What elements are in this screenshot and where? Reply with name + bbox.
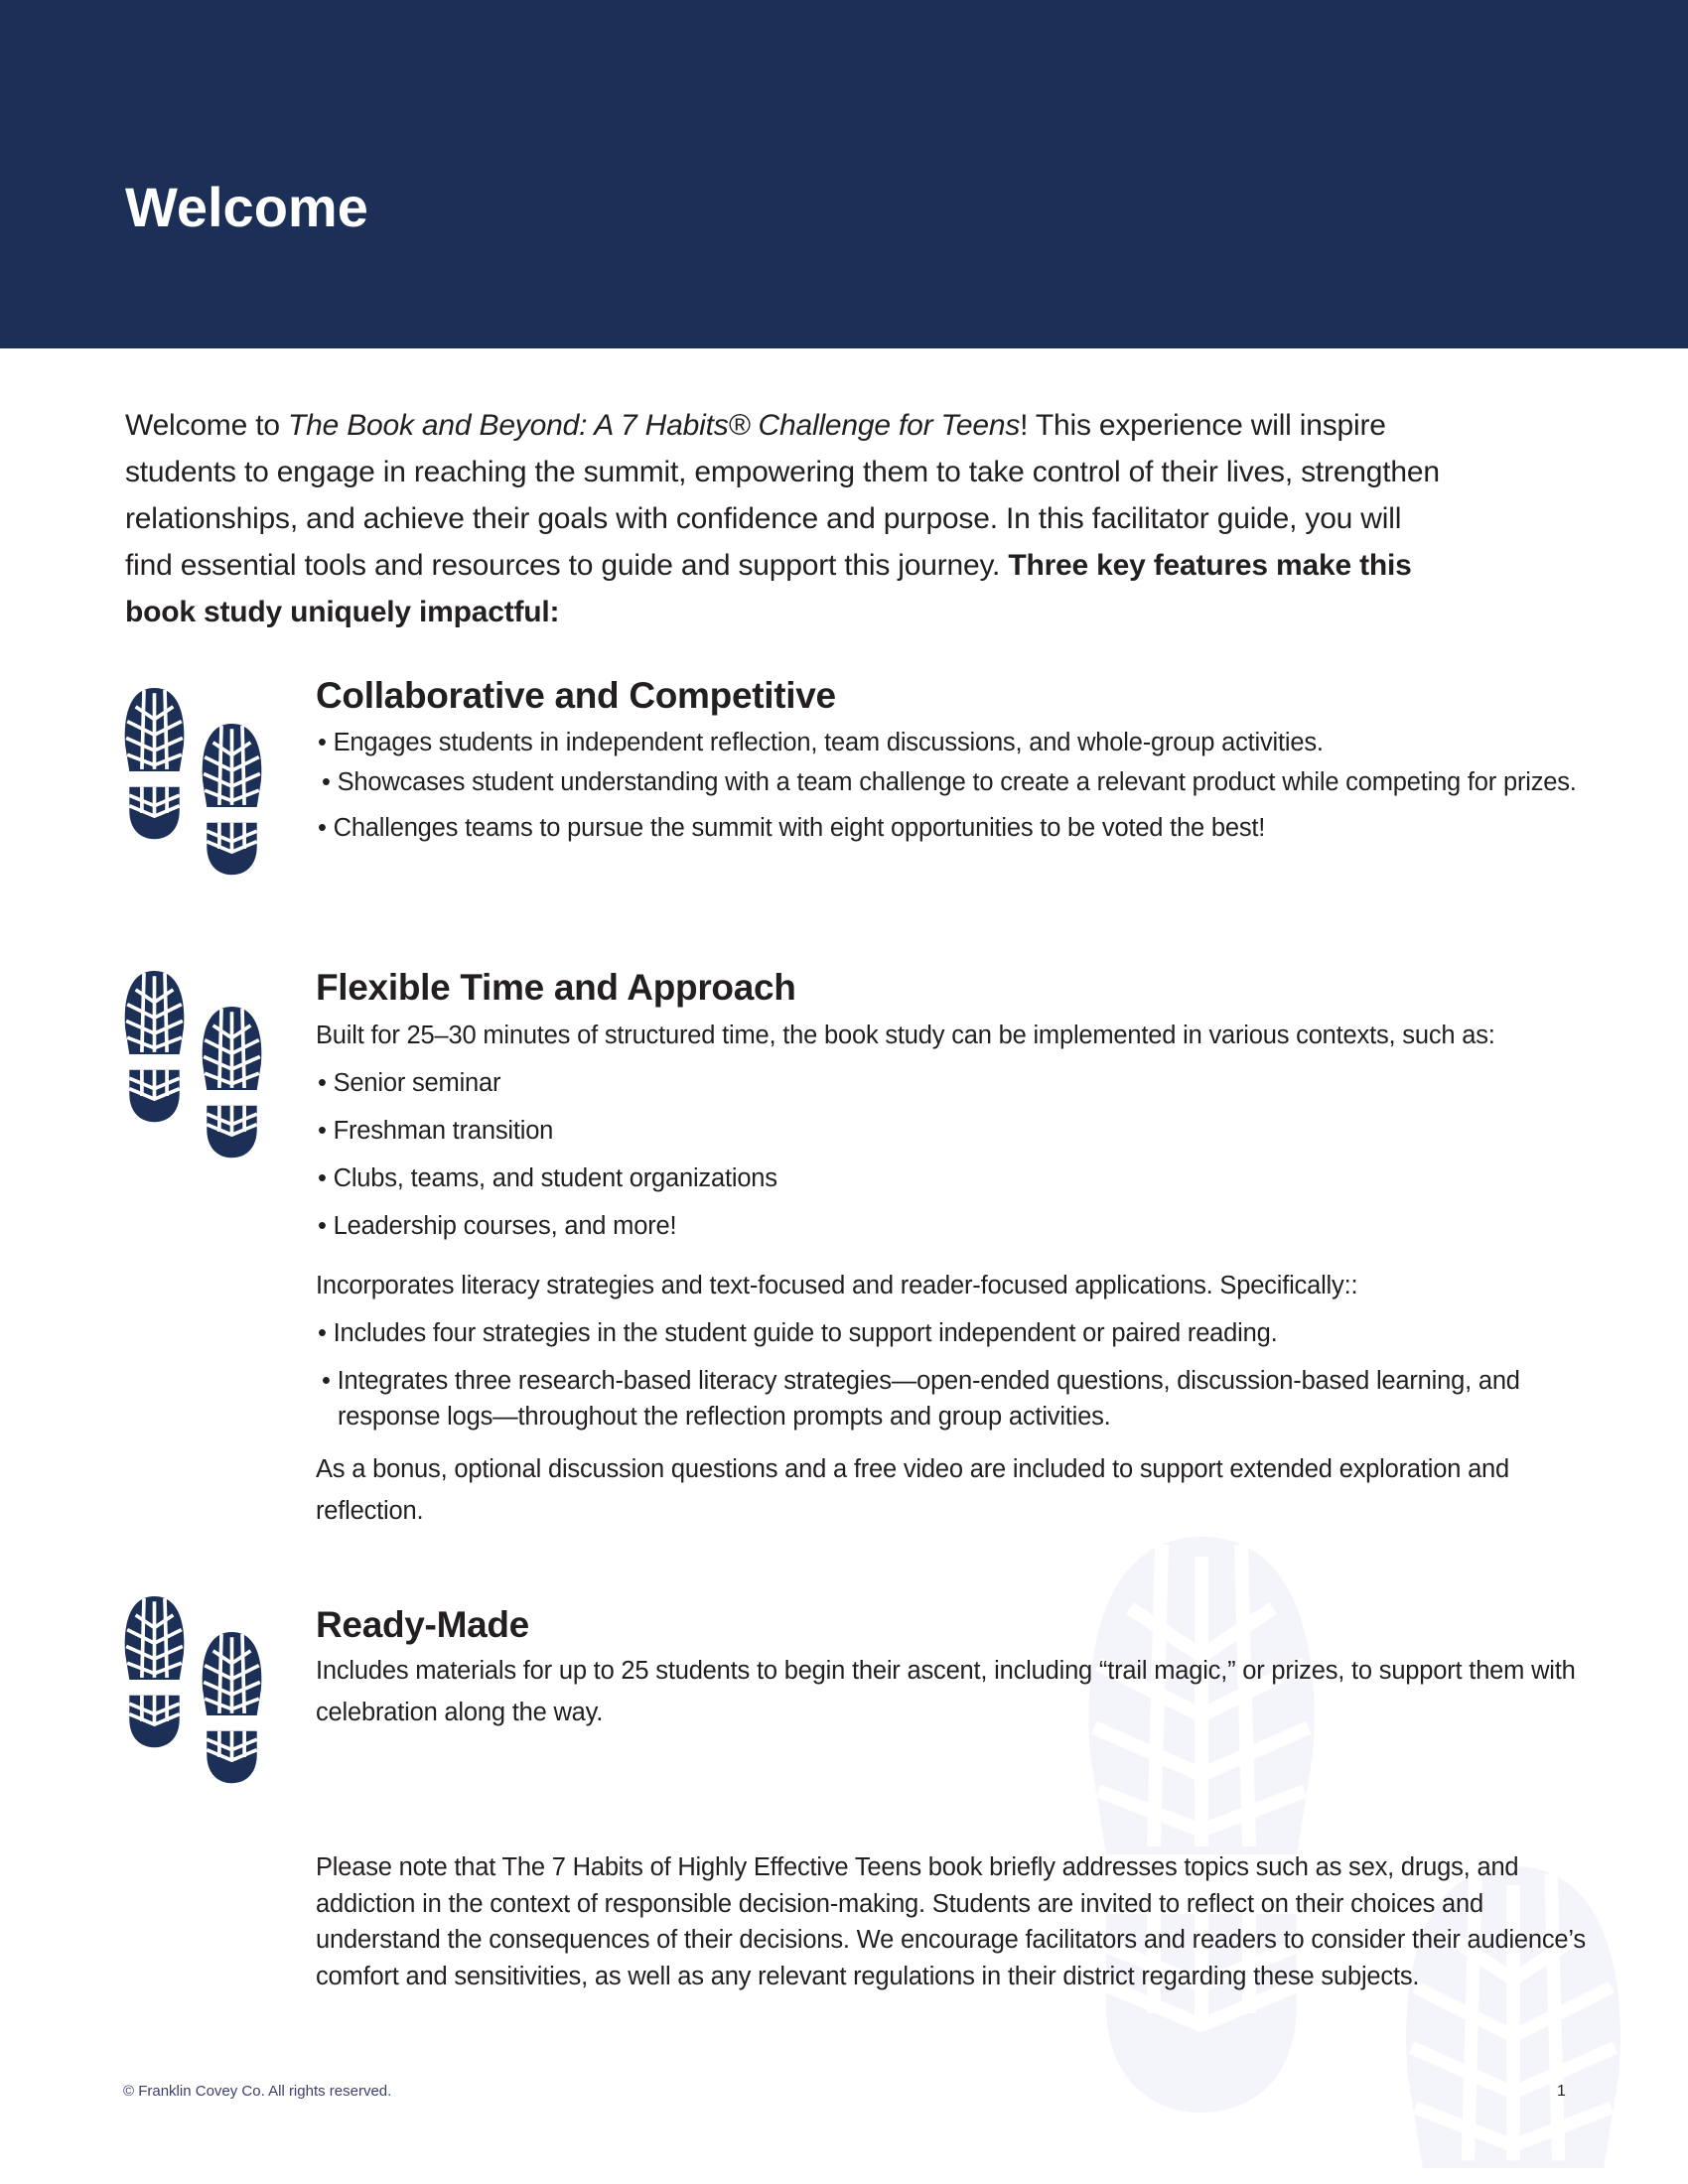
header-banner [0,0,1688,348]
bullet: • Senior seminar [318,1069,501,1097]
section-text: Incorporates literacy strategies and text-focused and reader-focused applications. Specifically:: [316,1272,1358,1299]
section-text: Built for 25–30 minutes of structured time, the book study can be implemented in various contexts, such as: [316,1022,1495,1049]
footprints-icon [121,1596,270,1785]
bullet: • Showcases student understanding with a team challenge to create a relevant product while competing for prizes. [322,768,1577,796]
page-number: 1 [1557,2083,1566,2100]
section-heading: Collaborative and Competitive [316,675,836,716]
footprints-icon [121,971,270,1160]
bullet: • Engages students in independent reflection, team discussions, and whole-group activities. [318,729,1324,756]
bullet: • Freshman transition [318,1117,554,1145]
copyright: © Franklin Covey Co. All rights reserved. [123,2083,392,2100]
section-flexible [316,964,1597,1532]
section-heading: Ready-Made [316,1604,529,1645]
section-text: As a bonus, optional discussion questions and a free video are included to support extended exploration and reflection. [316,1455,1510,1525]
footprints-icon [121,688,270,877]
section-text: Includes materials for up to 25 students to begin their ascent, including “trail magic,” or prizes, to support them with celebration along the way. [316,1657,1576,1726]
bullet: • Includes four strategies in the student guide to support independent or paired reading. [318,1319,1278,1347]
bullet: • Leadership courses, and more! [318,1212,677,1240]
content-note: Please note that The 7 Habits of Highly Effective Teens book briefly addresses topics such as sex, drugs, and addiction in the context of responsible decision-making. Students are invited to reflect on their choices and understand the consequences of their decisions. We encourage facilitators and readers to consider their audience’s comfort and sensitivities, as well as any relevant regulations in their district regarding these subjects. [316,1853,1586,1990]
intro-paragraph: Welcome to The Book and Beyond: A 7 Habits® Challenge for Teens! This experience will inspire students to engage in reaching the summit, empowering them to take control of their lives, strengthen relationships, and achieve their goals with confidence and purpose. In this facilitator guide, you will find essential tools and resources to guide and support this journey. Three key features make this book study uniquely impactful: [125,409,1440,628]
section-ready-made [316,1604,1597,1733]
section-heading: Flexible Time and Approach [316,967,796,1008]
bullet: • Integrates three research-based literacy strategies—open-ended questions, discussion-based learning, and response logs—throughout the reflection prompts and group activities. [322,1367,1520,1431]
bullet: • Challenges teams to pursue the summit with eight opportunities to be voted the best! [318,814,1266,842]
page-title: Welcome [125,176,368,238]
bullet: • Clubs, teams, and student organizations [318,1164,777,1192]
section-collaborative [316,675,1597,843]
